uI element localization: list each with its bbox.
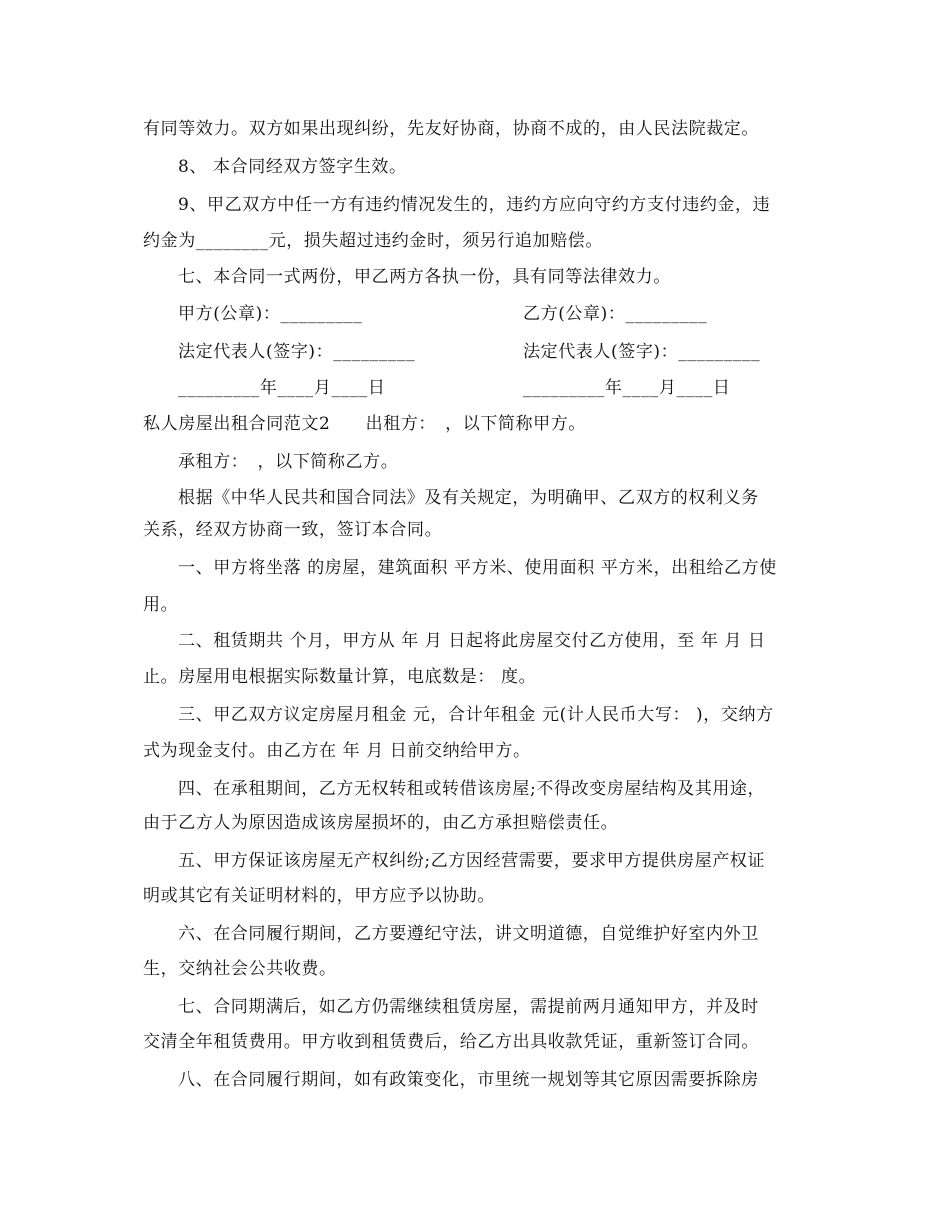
text-line: 七、合同期满后，如乙方仍需继续租赁房屋，需提前两月通知甲方，并及时 xyxy=(178,997,759,1017)
section-heading: 私人房屋出租合同范文2 出租方： ，以下简称甲方。 xyxy=(143,414,586,434)
text-line: 五、甲方保证该房屋无产权纠纷;乙方因经营需要，要求甲方提供房屋产权证 xyxy=(178,851,766,871)
text-line: 关系，经双方协商一致，签订本合同。 xyxy=(143,520,443,540)
text-line: 七、本合同一式两份，甲乙两方各执一份，具有同等法律效力。 xyxy=(178,267,671,287)
text-line: 根据《中华人民共和国合同法》及有关规定，为明确甲、乙双方的权利义务 xyxy=(178,488,759,508)
text-line: 六、在合同履行期间，乙方要遵纪守法，讲文明道德，自觉维护好室内外卫 xyxy=(178,924,759,944)
party-b-seal: 乙方(公章)：_________ xyxy=(523,304,708,324)
text-line: 二、租赁期共 个月，甲方从 年 月 日起将此房屋交付乙方使用，至 年 月 日 xyxy=(178,631,766,651)
text-line: 9、甲乙双方中任一方有违约情况发生的，违约方应向守约方支付违约金，违 xyxy=(178,195,771,215)
text-line: 三、甲乙双方议定房屋月租金 元，合计年租金 元(计人民币大写： )，交纳方 xyxy=(178,705,774,725)
text-line: 四、在承租期间，乙方无权转租或转借该房屋;不得改变房屋结构及其用途， xyxy=(178,779,766,799)
text-line: 有同等效力。双方如果出现纠纷，先友好协商，协商不成的，由人民法院裁定。 xyxy=(143,119,759,139)
text-line: 约金为________元，损失超过违约金时，须另行追加赔偿。 xyxy=(143,231,603,251)
party-a-seal: 甲方(公章)：_________ xyxy=(178,304,363,324)
text-line: 由于乙方人为原因造成该房屋损坏的，由乙方承担赔偿责任。 xyxy=(143,813,619,833)
text-line: 用。 xyxy=(143,595,179,615)
party-b-representative: 法定代表人(签字)：_________ xyxy=(523,342,761,362)
text-line: 生，交纳社会公共收费。 xyxy=(143,959,337,979)
text-line: 式为现金支付。由乙方在 年 月 日前交纳给甲方。 xyxy=(143,741,531,761)
party-b-date: _________年____月____日 xyxy=(523,378,731,398)
text-line: 明或其它有关证明材料的，甲方应予以协助。 xyxy=(143,886,495,906)
text-line: 承租方： ，以下简称乙方。 xyxy=(178,452,399,472)
text-line: 一、甲方将坐落 的房屋，建筑面积 平方米、使用面积 平方米，出租给乙方使 xyxy=(178,558,777,578)
text-line: 8、 本合同经双方签字生效。 xyxy=(178,157,407,177)
party-a-date: _________年____月____日 xyxy=(178,378,386,398)
text-line: 交清全年租赁费用。甲方收到租赁费后，给乙方出具收款凭证，重新签订合同。 xyxy=(143,1032,759,1052)
text-line: 八、在合同履行期间，如有政策变化，市里统一规划等其它原因需要拆除房 xyxy=(178,1070,759,1090)
text-line: 止。房屋用电根据实际数量计算，电底数是： 度。 xyxy=(143,667,537,687)
party-a-representative: 法定代表人(签字)：_________ xyxy=(178,342,416,362)
